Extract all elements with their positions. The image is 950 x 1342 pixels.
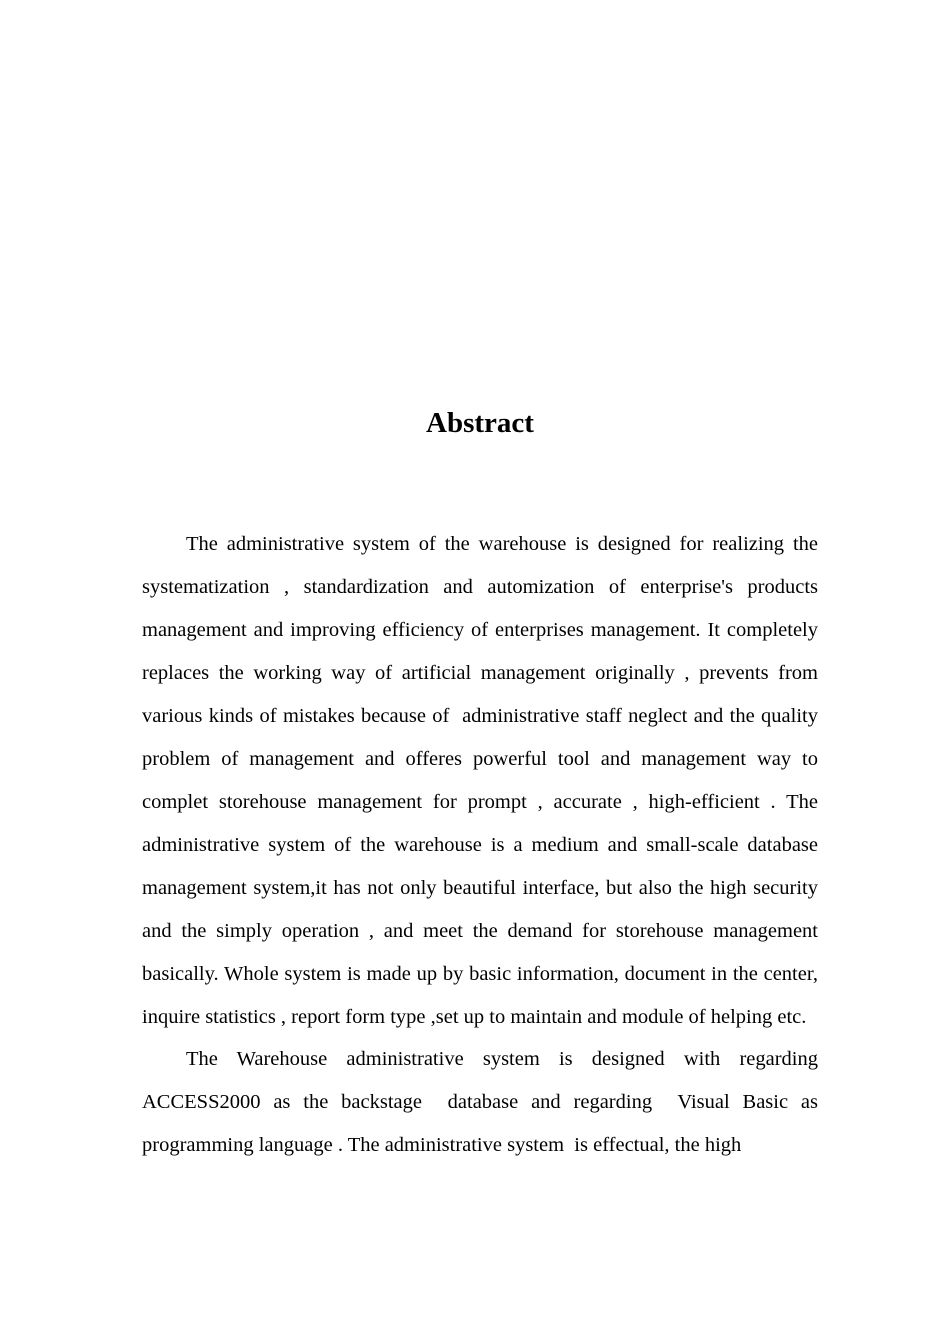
page-title: Abstract: [426, 407, 534, 439]
abstract-paragraph-1: The administrative system of the warehouse is designed for realizing the systematization , standardization and automization of enterprise's products management and improving efficiency of enterprises management. It completely replaces the working way of artificial management originally , prevents from various kinds of mistakes because of administrative staff neglect and the quality problem of management and offeres powerful tool and management way to complet storehouse management for prompt , accurate , high-efficient . The administrative system of the warehouse is a medium and small-scale database management system,it has not only beautiful interface, but also the high security and the simply operation , and meet the demand for storehouse management basically. Whole system is made up by basic information, document in the center, inquire statistics , report form type ,set up to maintain and module of helping etc.: [142, 533, 824, 1028]
abstract-paragraph-2: The Warehouse administrative system is designed with regarding ACCESS2000 as the backstage database and regarding Visual Basic as programming language . The administrative system is effectual, the high: [142, 1048, 824, 1156]
abstract-body: [142, 523, 824, 1167]
